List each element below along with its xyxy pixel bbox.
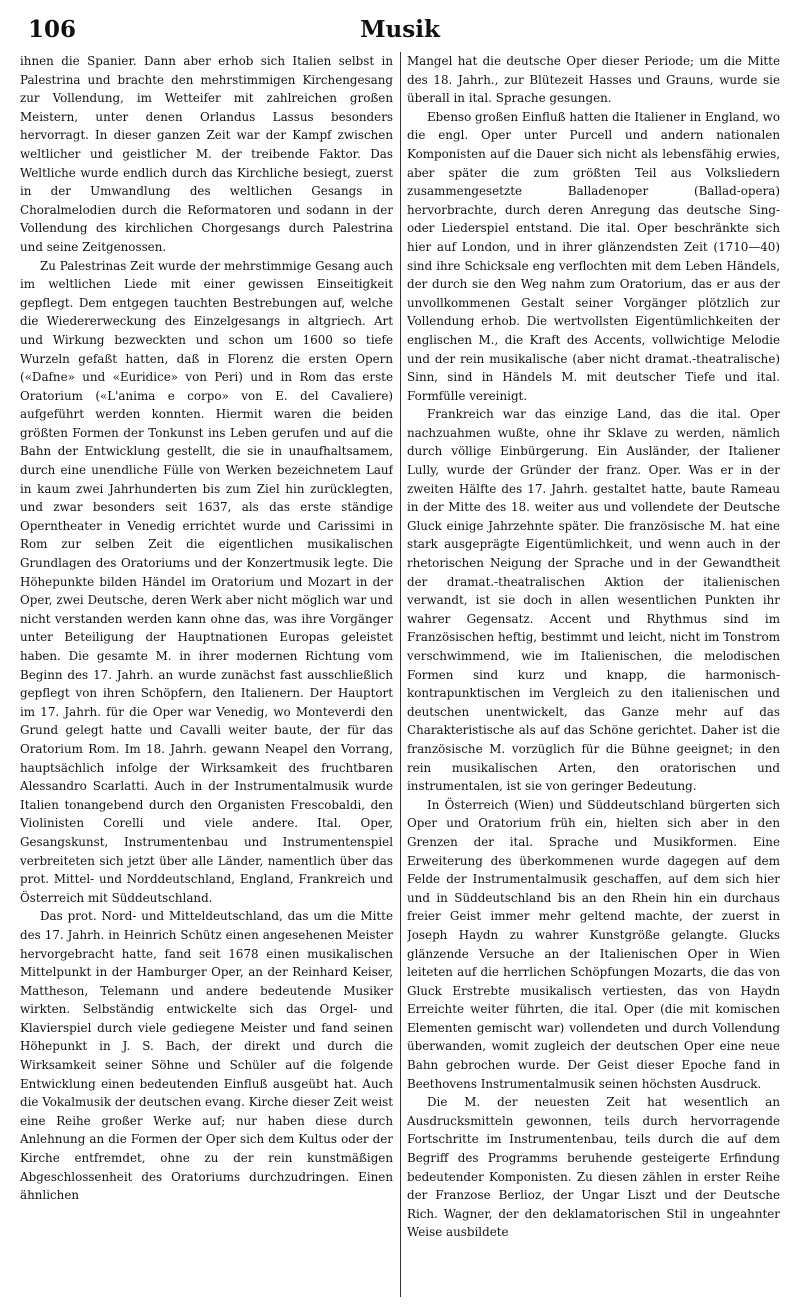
right-column bbox=[407, 52, 780, 1301]
paragraph: Mangel hat die deutsche Oper dieser Periode; um die Mitte des 18. Jahrh., zur Blütezeit Hasses und Grauns, wurde sie überall in ital. Sprache gesungen. bbox=[407, 54, 780, 106]
paragraph: Die M. der neuesten Zeit hat wesentlich an Ausdrucksmitteln gewonnen, teils durch hervorragende Fortschritte im Instrumentenbau, teils durch die auf dem Begriff des Programms beruhende gesteigerte Erfindung bedeutender Komponisten. Zu diesen zählen in erster Reihe der Franzose Berlioz, der Ungar Liszt und der Deutsche Rich. Wagner, der den deklamatorischen Stil in ungeahnter Weise ausbildete bbox=[407, 1095, 780, 1240]
text-columns bbox=[20, 52, 780, 1301]
page-header bbox=[20, 8, 780, 48]
paragraph: In Österreich (Wien) und Süddeutschland bürgerten sich Oper und Oratorium früh ein, hielten sich aber in den Grenzen der ital. Sprache und Musikformen. Eine Erweiterung des überkommenen wurde dagegen auf dem Felde der Instrumentalmusik geschaffen, auf dem sich hier und in Süddeutschland bis an den Rhein hin ein durchaus freier Geist immer mehr geltend machte, der zuerst in Joseph Haydn zu wahrer Kunstgröße gelangte. Glucks glänzende Versuche an der Italienischen Oper in Wien leiteten auf die herrlichen Schöpfungen Mozarts, die das von Gluck Erstrebte musikalisch vertiesten, das von Haydn Erreichte weiter führten, die ital. Oper (die mit komischen Elementen gemischt war) vollendeten und durch Vollendung überwanden, womit zugleich der deutschen Oper eine neue Bahn gebrochen wurde. Der Geist dieser Epoche fand in Beethovens Instrumentalmusik seinen höchsten Ausdruck. bbox=[407, 797, 780, 1091]
paragraph: ihnen die Spanier. Dann aber erhob sich Italien selbst in Palestrina und brachte den mehrstimmigen Kirchengesang zur Vollendung, im Wetteifer mit zahlreichen großen Meistern, unter denen Orlandus Lassus besonders hervorragt. In dieser ganzen Zeit war der Kampf zwischen weltlicher und geistlicher M. der treibende Faktor. Das Weltliche wurde endlich durch das Kirchliche besiegt, zuerst in der Umwandlung des weltlichen Gesangs in Choralmelodien durch die Reformatoren und sodann in der Vollendung des kirchlichen Chorgesangs durch Palestrina und seine Zeitgenossen. bbox=[20, 54, 393, 254]
left-column bbox=[20, 52, 393, 1301]
paragraph: Ebenso großen Einfluß hatten die Italiener in England, wo die engl. Oper unter Purcell und andern nationalen Komponisten auf die Dauer sich nicht als lebensfähig erwies, aber später die zum größten Teil aus Volksliedern zusammengesetzte Balladenoper (Ballad-opera) hervorbrachte, durch deren Anregung das deutsche Sing- oder Liederspiel entstand. Die ital. Oper beschränkte sich hier auf London, und in ihrer glänzendsten Zeit (1710—40) sind ihre Schicksale eng verflochten mit dem Leben Händels, der durch sie den Weg nahm zum Oratorium, das er aus der unvollkommenen Gestalt seiner Vorgänger plötzlich zur Vollendung erhob. Die wertvollsten Eigentümlichkeiten der englischen M., die Kraft des Accents, vollwichtige Melodie und der rein musikalische (aber nicht dramat.-theatralische) Sinn, sind in Händels M. mit deutscher Tiefe und ital. Formfülle vereinigt. bbox=[407, 109, 780, 403]
paragraph: Das prot. Nord- und Mitteldeutschland, das um die Mitte des 17. Jahrh. in Heinrich Schütz einen angesehenen Meister hervorgebracht hatte, fand seit 1678 einen musikalischen Mittelpunkt in der Hamburger Oper, an der Reinhard Keiser, Mattheson, Telemann und andere bedeutende Musiker wirkten. Selbständig entwickelte sich das Orgel- und Klavierspiel durch viele gediegene Meister und fand seinen Höhepunkt in J. S. Bach, der direkt und durch die Wirksamkeit seiner Söhne und Schüler auf die folgende Entwicklung einen bedeutenden Einfluß ausgeübt hat. Auch die Vokalmusik der deutschen evang. Kirche dieser Zeit weist eine Reihe großer Werke auf; nur haben diese durch Anlehnung an die Formen der Oper sich dem Kultus oder der Kirche entfremdet, ohne zu der rein kunstmäßigen Abgeschlossenheit des Oratoriums durchzudringen. Einen ähnlichen bbox=[20, 909, 393, 1203]
running-head: Musik bbox=[360, 16, 440, 43]
paragraph: Frankreich war das einzige Land, das die ital. Oper nachzuahmen wußte, ohne ihr Sklave zu werden, nämlich durch völlige Einbürgerung. Ein Ausländer, der Italiener Lully, wurde der Gründer der franz. Oper. Was er in der zweiten Hälfte des 17. Jahrh. gestaltet hatte, baute Rameau in der Mitte des 18. weiter aus und vollendete der Deutsche Gluck einige Jahrzehnte später. Die französische M. hat eine stark ausgeprägte Eigentümlichkeit, und wenn auch in der rhetorischen Neigung der Sprache und in der Gewandtheit der dramat.-theatralischen Aktion der italienischen verwandt, ist sie doch in allen wesentlichen Punkten ihr wahrer Gegensatz. Accent und Rhythmus sind im Französischen heftig, bestimmt und leicht, nicht im Tonstrom verschwimmend, wie im Italienischen, die melodischen Formen sind kurz und knapp, die harmonisch-kontrapunktischen im Vergleich zu den italienischen und deutschen unentwickelt, das Ganze mehr auf das Charakteristische als auf das Schöne gerichtet. Daher ist die französische M. vorzüglich für die Bühne geeignet; in den rein musikalischen Arten, den oratorischen und instrumentalen, ist sie von geringer Bedeutung. bbox=[407, 407, 780, 794]
page-number: 106 bbox=[28, 16, 77, 43]
paragraph: Zu Palestrinas Zeit wurde der mehrstimmige Gesang auch im weltlichen Liede mit einer gewissen Einseitigkeit gepflegt. Dem entgegen tauchten Bestrebungen auf, welche die Wiedererweckung des Einzelgesangs in altgriech. Art und Wirkung bezweckten und schon um 1600 so tiefe Wurzeln gefaßt hatten, daß in Florenz die ersten Opern («Dafne» und «Euridice» von Peri) und in Rom das erste Oratorium («L'anima e corpo» von E. del Cavaliere) aufgeführt werden konnten. Hiermit waren die beiden größten Formen der Tonkunst ins Leben gerufen und auf die Bahn der Entwicklung gestellt, die sie in unaufhaltsamem, durch eine unendliche Fülle von Werken bezeichnetem Lauf in kaum zwei Jahrhunderten bis zum Ziel hin zurücklegten, und zwar besonders seit 1637, als das erste ständige Operntheater in Venedig errichtet wurde und Carissimi in Rom zur selben Zeit die eigentlichen musikalischen Grundlagen des Oratoriums und der Konzertmusik legte. Die Höhepunkte bilden Händel im Oratorium und Mozart in der Oper, zwei Deutsche, deren Werk aber nicht möglich war und nicht verstanden werden kann ohne das, was ihre Vorgänger unter Beteiligung der Hauptnationen Europas geleistet haben. Die gesamte M. in ihrer modernen Richtung vom Beginn des 17. Jahrh. an wurde zunächst fast ausschließlich gepflegt von ihren Schöpfern, den Italienern. Der Hauptort im 17. Jahrh. für die Oper war Venedig, wo Monteverdi den Grund gelegt hatte und Cavalli weiter baute, der für das Oratorium Rom. Im 18. Jahrh. gewann Neapel den Vorrang, hauptsächlich infolge der Wirksamkeit des fruchtbaren Alessandro Scarlatti. Auch in der Instrumentalmusik wurde Italien tonangebend durch den Organisten Frescobaldi, den Violinisten Corelli und viele andere. Ital. Oper, Gesangskunst, Instrumentenbau und Instrumentenspiel verbreiteten sich jetzt über alle Länder, namentlich über das prot. Mittel- und Norddeutschland, England, Frankreich und Österreich mit Süddeutschland. bbox=[20, 258, 393, 905]
